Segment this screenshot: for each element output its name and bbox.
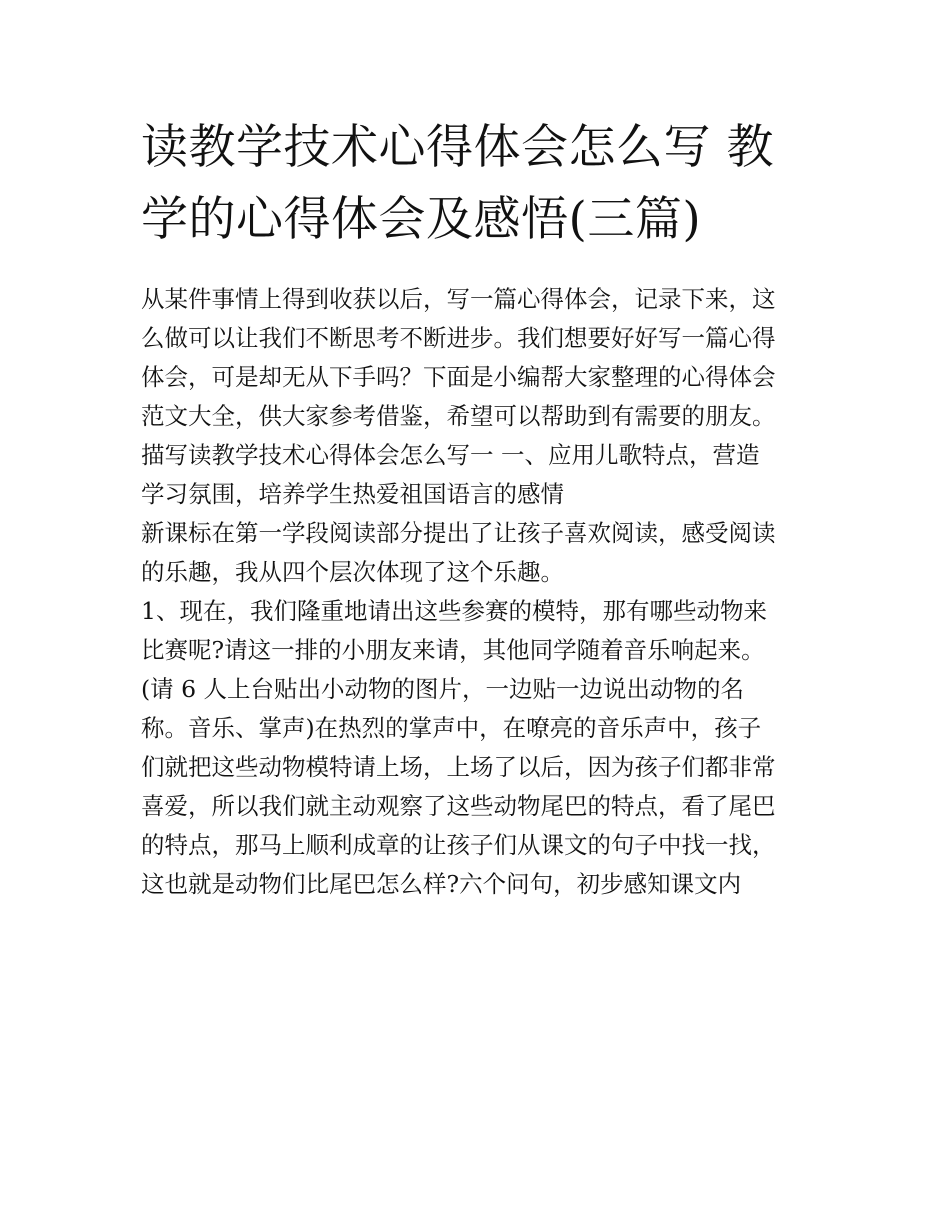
text-line: 体会，可是却无从下手吗？下面是小编帮大家整理的心得体会	[141, 363, 776, 391]
text-line: 1、现在，我们隆重地请出这些参赛的模特，那有哪些动物来	[141, 597, 767, 625]
text-line: 喜爱，所以我们就主动观察了这些动物尾巴的特点，看了尾巴	[141, 792, 776, 820]
text-line: 描写读教学技术心得体会怎么写一 一、应用儿歌特点，营造	[141, 441, 760, 469]
text-line: 们就把这些动物模特请上场，上场了以后，因为孩子们都非常	[141, 753, 776, 781]
text-line: 么做可以让我们不断思考不断进步。我们想要好好写一篇心得	[141, 324, 776, 352]
text-line: 范文大全，供大家参考借鉴，希望可以帮助到有需要的朋友。	[141, 402, 776, 430]
text-line: 的乐趣，我从四个层次体现了这个乐趣。	[141, 558, 564, 586]
section-heading-paragraph	[141, 436, 817, 514]
text-line: 从某件事情上得到收获以后，写一篇心得体会，记录下来，这	[141, 285, 776, 313]
title-line: 读教学技术心得体会怎么写 教	[141, 120, 774, 175]
text-line: 称。音乐、掌声)在热烈的掌声中，在嘹亮的音乐声中，孩子	[141, 714, 762, 742]
intro-paragraph	[141, 280, 817, 436]
text-line: 新课标在第一学段阅读部分提出了让孩子喜欢阅读，感受阅读	[141, 519, 776, 547]
numbered-paragraph	[141, 592, 817, 904]
title-line: 学的心得体会及感悟(三篇)	[141, 192, 702, 247]
text-line: (请 6 人上台贴出小动物的图片，一边贴一边说出动物的名	[141, 675, 745, 703]
text-line: 学习氛围，培养学生热爱祖国语言的感情	[141, 480, 564, 508]
text-line: 这也就是动物们比尾巴怎么样?六个问句，初步感知课文内	[141, 870, 742, 898]
document-title	[141, 112, 821, 256]
text-line: 比赛呢?请这一排的小朋友来请，其他同学随着音乐响起来。	[141, 636, 765, 664]
body-paragraph	[141, 514, 817, 592]
text-line: 的特点，那马上顺利成章的让孩子们从课文的句子中找一找，	[141, 831, 776, 859]
document-body	[141, 280, 817, 904]
